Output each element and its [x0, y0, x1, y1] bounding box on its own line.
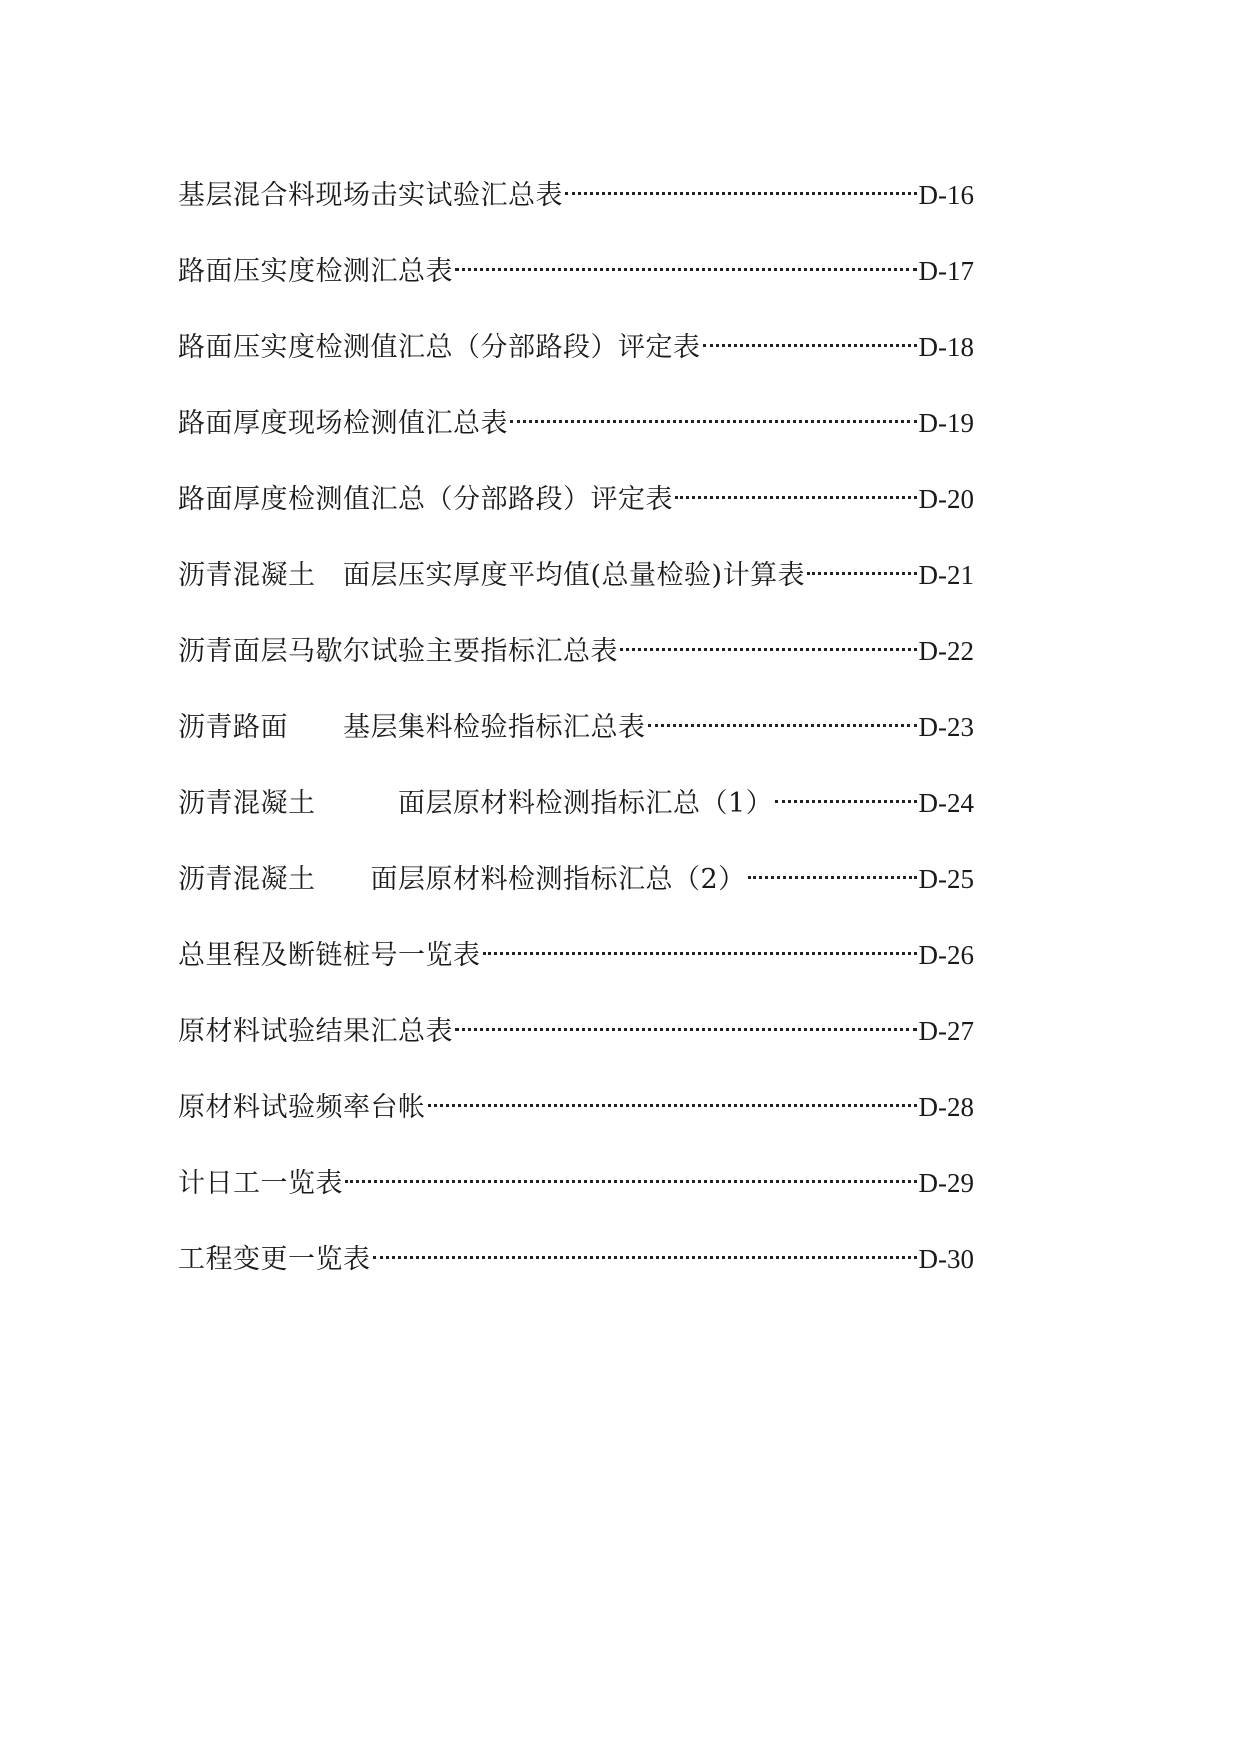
toc-entry-page: D-25 [918, 864, 974, 894]
toc-entry[interactable] [178, 935, 974, 1011]
toc-entry-page: D-16 [918, 180, 974, 210]
toc-entry[interactable] [178, 555, 974, 631]
toc-entry-title: 原材料试验结果汇总表 [178, 1016, 453, 1047]
dot-leader [373, 1256, 917, 1259]
toc-entry-title: 路面厚度现场检测值汇总表 [178, 408, 508, 439]
toc-entry[interactable] [178, 859, 974, 935]
dot-leader [345, 1180, 917, 1183]
toc-entry-page: D-24 [918, 788, 974, 818]
toc-entry-page: D-26 [918, 940, 974, 970]
dot-leader [775, 800, 916, 803]
toc-entry-page: D-29 [918, 1168, 974, 1198]
toc-entry-title: 路面压实度检测值汇总（分部路段）评定表 [178, 332, 701, 363]
toc-entry[interactable] [178, 1239, 974, 1315]
toc-entry-title: 计日工一览表 [178, 1168, 343, 1199]
toc-entry[interactable] [178, 479, 974, 555]
toc-entry-title: 沥青混凝土 面层压实厚度平均值(总量检验)计算表 [178, 560, 806, 591]
toc-entry-title: 沥青混凝土 面层原材料检测指标汇总（2） [178, 864, 746, 895]
toc-entry-title: 总里程及断链桩号一览表 [178, 940, 481, 971]
toc-entry-page: D-22 [918, 636, 974, 666]
toc-entry[interactable] [178, 1163, 974, 1239]
toc-entry-title: 路面压实度检测汇总表 [178, 256, 453, 287]
toc-entry[interactable] [178, 707, 974, 783]
dot-leader [483, 952, 917, 955]
dot-leader [675, 496, 917, 499]
dot-leader [510, 420, 917, 423]
dot-leader [455, 1028, 917, 1031]
toc-entry-page: D-21 [918, 560, 974, 590]
toc-entry-title: 原材料试验频率台帐 [178, 1092, 426, 1123]
toc-entry[interactable] [178, 783, 974, 859]
toc-entry-title: 沥青混凝土 面层原材料检测指标汇总（1） [178, 788, 774, 819]
toc-entry-page: D-27 [918, 1016, 974, 1046]
toc-entry-page: D-19 [918, 408, 974, 438]
toc-entry-title: 路面厚度检测值汇总（分部路段）评定表 [178, 484, 673, 515]
toc-entry-page: D-20 [918, 484, 974, 514]
toc-entry[interactable] [178, 1087, 974, 1163]
dot-leader [565, 192, 917, 195]
dot-leader [703, 344, 917, 347]
toc-entry-title: 沥青面层马歇尔试验主要指标汇总表 [178, 636, 618, 667]
toc-entry-page: D-18 [918, 332, 974, 362]
toc-entry-page: D-23 [918, 712, 974, 742]
toc-entry-title: 工程变更一览表 [178, 1244, 371, 1275]
toc-entry[interactable] [178, 1011, 974, 1087]
dot-leader [428, 1104, 917, 1107]
toc-entry-title: 沥青路面 基层集料检验指标汇总表 [178, 712, 646, 743]
toc-entry-page: D-28 [918, 1092, 974, 1122]
dot-leader [807, 572, 916, 575]
toc-entry[interactable] [178, 251, 974, 327]
toc-entry-page: D-30 [918, 1244, 974, 1274]
dot-leader [455, 268, 917, 271]
toc-entry[interactable] [178, 327, 974, 403]
table-of-contents [178, 175, 974, 1315]
toc-entry-page: D-17 [918, 256, 974, 286]
dot-leader [748, 876, 917, 879]
toc-entry[interactable] [178, 631, 974, 707]
toc-entry[interactable] [178, 403, 974, 479]
dot-leader [648, 724, 917, 727]
toc-entry-title: 基层混合料现场击实试验汇总表 [178, 180, 563, 211]
toc-entry[interactable] [178, 175, 974, 251]
dot-leader [620, 648, 917, 651]
